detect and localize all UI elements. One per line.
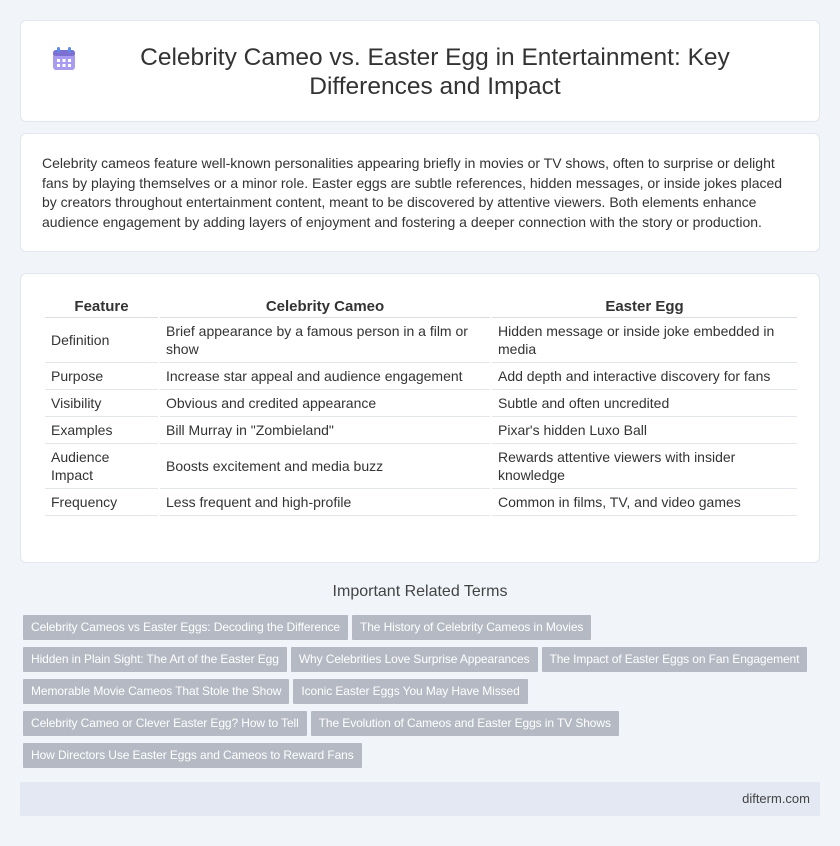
title-card <box>20 20 820 122</box>
row-easter-egg: Rewards attentive viewers with insider knowledge <box>492 444 797 489</box>
table-row <box>45 417 797 444</box>
footer-site-link[interactable]: difterm.com <box>742 791 810 806</box>
related-term-link[interactable]: The History of Celebrity Cameos in Movies <box>352 615 591 640</box>
page-title: Celebrity Cameo vs. Easter Egg in Entertainment: Key Differences and Impact <box>140 44 730 100</box>
related-term-link[interactable]: Celebrity Cameos vs Easter Eggs: Decoding the Difference <box>23 615 348 640</box>
row-cameo: Brief appearance by a famous person in a film or show <box>160 318 490 363</box>
related-term-link[interactable]: The Impact of Easter Eggs on Fan Engagement <box>542 647 808 672</box>
footer <box>20 782 820 816</box>
header-feature: Feature <box>45 294 158 318</box>
row-easter-egg: Common in films, TV, and video games <box>492 489 797 516</box>
related-term-link[interactable]: Memorable Movie Cameos That Stole the Show <box>23 679 289 704</box>
row-easter-egg: Add depth and interactive discovery for fans <box>492 363 797 390</box>
row-cameo: Obvious and credited appearance <box>160 390 490 417</box>
related-term-link[interactable]: How Directors Use Easter Eggs and Cameos to Reward Fans <box>23 743 362 768</box>
table-row <box>45 390 797 417</box>
row-easter-egg: Pixar's hidden Luxo Ball <box>492 417 797 444</box>
row-feature: Audience Impact <box>45 444 158 489</box>
table-row <box>45 489 797 516</box>
row-cameo: Boosts excitement and media buzz <box>160 444 490 489</box>
row-feature: Visibility <box>45 390 158 417</box>
row-easter-egg: Subtle and often uncredited <box>492 390 797 417</box>
row-feature: Definition <box>45 318 158 363</box>
table-row <box>45 363 797 390</box>
related-term-link[interactable]: Why Celebrities Love Surprise Appearances <box>291 647 538 672</box>
intro-card <box>20 133 820 252</box>
related-terms-heading: Important Related Terms <box>332 583 508 600</box>
header-celebrity-cameo: Celebrity Cameo <box>160 294 490 318</box>
header-easter-egg: Easter Egg <box>492 294 797 318</box>
related-term-link[interactable]: Celebrity Cameo or Clever Easter Egg? How to Tell <box>23 711 307 736</box>
row-cameo: Less frequent and high-profile <box>160 489 490 516</box>
comparison-card <box>20 273 820 563</box>
related-term-link[interactable]: The Evolution of Cameos and Easter Eggs in TV Shows <box>311 711 619 736</box>
related-terms-list <box>23 615 823 775</box>
related-term-link[interactable]: Hidden in Plain Sight: The Art of the Easter Egg <box>23 647 287 672</box>
row-feature: Frequency <box>45 489 158 516</box>
table-header-row <box>45 294 797 318</box>
comparison-table <box>43 294 799 516</box>
table-row <box>45 318 797 363</box>
intro-paragraph: Celebrity cameos feature well-known personalities appearing briefly in movies or TV shows, often to surprise or delight fans by playing themselves or a minor role. Easter eggs are subtle references, hidden messages, or inside jokes placed by creators throughout entertainment content, meant to be discovered by attentive viewers. Both elements enhance audience engagement by adding layers of enjoyment and fostering a deeper connection with the story or production. <box>42 155 783 230</box>
row-easter-egg: Hidden message or inside joke embedded in media <box>492 318 797 363</box>
row-feature: Examples <box>45 417 158 444</box>
row-feature: Purpose <box>45 363 158 390</box>
table-row <box>45 444 797 489</box>
related-term-link[interactable]: Iconic Easter Eggs You May Have Missed <box>293 679 527 704</box>
row-cameo: Increase star appeal and audience engagement <box>160 363 490 390</box>
row-cameo: Bill Murray in "Zombieland" <box>160 417 490 444</box>
